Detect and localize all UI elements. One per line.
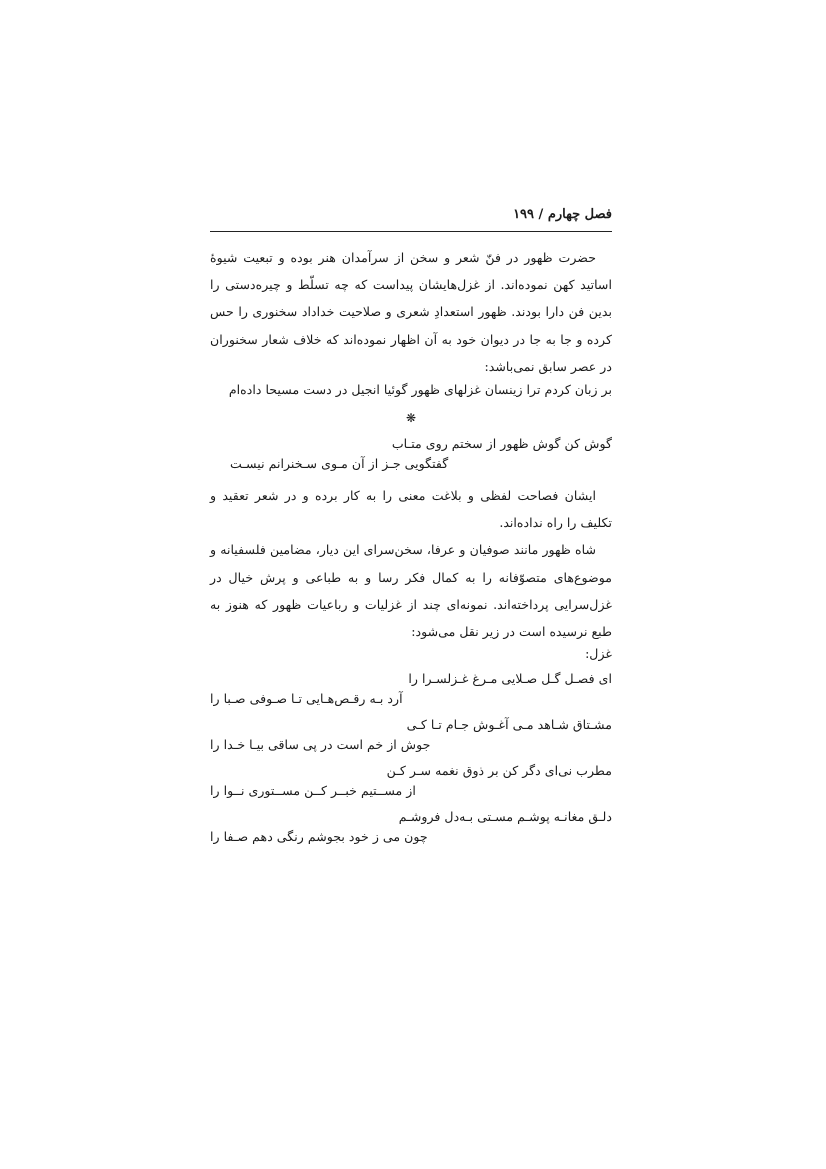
ghazal-poem	[210, 669, 612, 847]
separator-star-icon: ❋	[405, 411, 417, 426]
ghazal-first-hemistich: دلـق مغانـه پوشـم مسـتی بـه‌دل فروشـم	[398, 809, 612, 825]
ghazal-first-hemistich: مشـتاق شـاهد مـی آغـوش جـام تـا کـی	[406, 717, 612, 733]
book-page	[210, 205, 612, 853]
paragraph-intro: حضرت ظهور در فنّ شعر و سخن از سرآمدان هنر بوده و تبعیت شیوهٔ اساتید کهن نموده‌اند. از غزل‌هایشان پیداست که چه تسلّط و چیره‌دستی را بدین فن دارا بودند. ظهور استعدادِ شعری و صلاحیت خداداد سخنوری را حس کرده و جا به جا در دیوان خود به آن اظهار نموده‌اند که خلاف شعار سخنوران در عصر سابق نمی‌باشد:	[210, 250, 612, 374]
ghazal-first-hemistich: مطرب نی‌ای دگر کن بر ذوق نغمه سـر کـن	[386, 763, 612, 779]
ghazal-second-hemistich: آرد بـه رقـص‌هـایی تـا صـوفی صـبا را	[210, 691, 403, 707]
paragraph-sufi: شاه ظهور مانند صوفیان و عرفا، سخن‌سرای این دیار، مضامین فلسفیانه و موضوع‌های متصوّفانه را به کمال فکر رسا و به طباعی و پرش خیال در غزل‌سرایی پرداخته‌اند. نمونه‌ای چند از غزلیات و رباعیات ظهور که هنوز به طبع نرسیده است در زیر نقل می‌شود:	[210, 542, 612, 640]
ghazal-second-hemistich: از مســتیم خبــر کــن مســتوری نــوا را	[210, 783, 416, 799]
ghazal-couplet	[210, 807, 612, 847]
verse-line: بر زبان کردم ترا زینسان غزلهای ظهور گوئیا انجیل در دست مسیحا داده‌ام	[228, 382, 612, 398]
couplet	[210, 434, 612, 474]
ghazal-second-hemistich: چون می ز خود بجوشم رنگی دهم صـفا را	[210, 829, 428, 845]
ghazal-couplet	[210, 669, 612, 709]
couplet-second-hemistich: گفتگویی جـز از آن مـوی سـخنرانم نیسـت	[230, 456, 449, 472]
ghazal-couplet	[210, 715, 612, 755]
ghazal-couplet	[210, 761, 612, 801]
header-divider	[210, 231, 612, 232]
paragraph-eloquence: ایشان فصاحت لفظی و بلاغت معنی را به کار برده و در شعر تعقید و تکلیف را راه نداده‌اند.	[210, 488, 612, 531]
ghazal-second-hemistich: جوش از خم است در پی ساقی بیـا خـدا را	[210, 737, 431, 753]
ghazal-first-hemistich: ای فصـل گـل صـلایی مـرغ غـزلسـرا را	[408, 671, 612, 687]
ghazal-title: غزل:	[585, 646, 612, 662]
page-header-title: فصل چهارم / ۱۹۹	[513, 207, 612, 222]
couplet-first-hemistich: گوش کن گوش ظهور از سختم روی متـاب	[391, 436, 612, 452]
